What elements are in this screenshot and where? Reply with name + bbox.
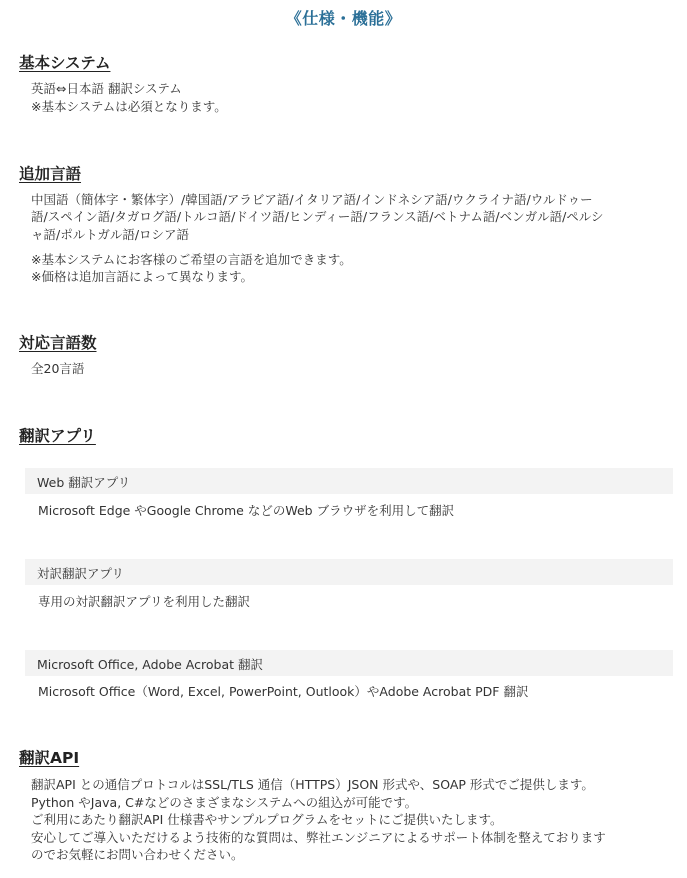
- language-count-heading: 対応言語数: [19, 334, 97, 352]
- language-list-line: 語/スペイン語/タガログ語/トルコ語/ドイツ語/ヒンディー語/フランス語/ベトナム語/ベンガル語/ペルシ: [31, 209, 604, 224]
- translation-api-line: ご利用にあたり翻訳API 仕様書やサンプルプログラムをセットにご提供いたします。: [31, 812, 503, 827]
- translation-api-heading: 翻訳API: [19, 749, 80, 767]
- app-item-header: [25, 559, 673, 585]
- app-item-header: [25, 650, 673, 676]
- translation-api-line: Python やJava, C#などのさまざまなシステムへの組込が可能です。: [31, 795, 418, 810]
- page-title: 《仕様・機能》: [285, 9, 402, 28]
- app-item-description: Microsoft Edge やGoogle Chrome などのWeb ブラウザを利用して翻訳: [38, 503, 455, 518]
- app-item-label: 対訳翻訳アプリ: [37, 566, 125, 581]
- translation-api-line: 安心してご導入いただけるよう技術的な質問は、弊社エンジニアによるサポート体制を整えております: [31, 830, 606, 845]
- app-item-label: Web 翻訳アプリ: [37, 475, 131, 490]
- language-list-line: 中国語（簡体字・繁体字）/韓国語/アラビア語/イタリア語/インドネシア語/ウクライナ語/ウルドゥー: [31, 192, 593, 207]
- additional-languages-note: ※価格は追加言語によって異なります。: [31, 269, 253, 284]
- language-count-value: 全20言語: [31, 361, 85, 376]
- additional-languages-heading: 追加言語: [19, 165, 82, 183]
- language-list-line: ャ語/ポルトガル語/ロシア語: [31, 227, 190, 242]
- app-item-label: Microsoft Office, Adobe Acrobat 翻訳: [37, 657, 263, 672]
- basic-system-line: 英語⇔日本語 翻訳システム: [31, 81, 182, 96]
- translation-app-heading: 翻訳アプリ: [19, 427, 96, 445]
- app-item-description: 専用の対訳翻訳アプリを利用した翻訳: [38, 594, 251, 609]
- additional-languages-note: ※基本システムにお客様のご希望の言語を追加できます。: [31, 252, 352, 267]
- app-item-description: Microsoft Office（Word, Excel, PowerPoint, Outlook）やAdobe Acrobat PDF 翻訳: [38, 684, 529, 699]
- app-item-header: [25, 468, 673, 494]
- translation-api-line: 翻訳API との通信プロトコルはSSL/TLS 通信（HTTPS）JSON 形式や、SOAP 形式でご提供します。: [31, 777, 594, 792]
- basic-system-note: ※基本システムは必須となります。: [31, 99, 227, 114]
- translation-api-line: のでお気軽にお問い合わせください。: [31, 847, 244, 862]
- basic-system-heading: 基本システム: [19, 54, 111, 72]
